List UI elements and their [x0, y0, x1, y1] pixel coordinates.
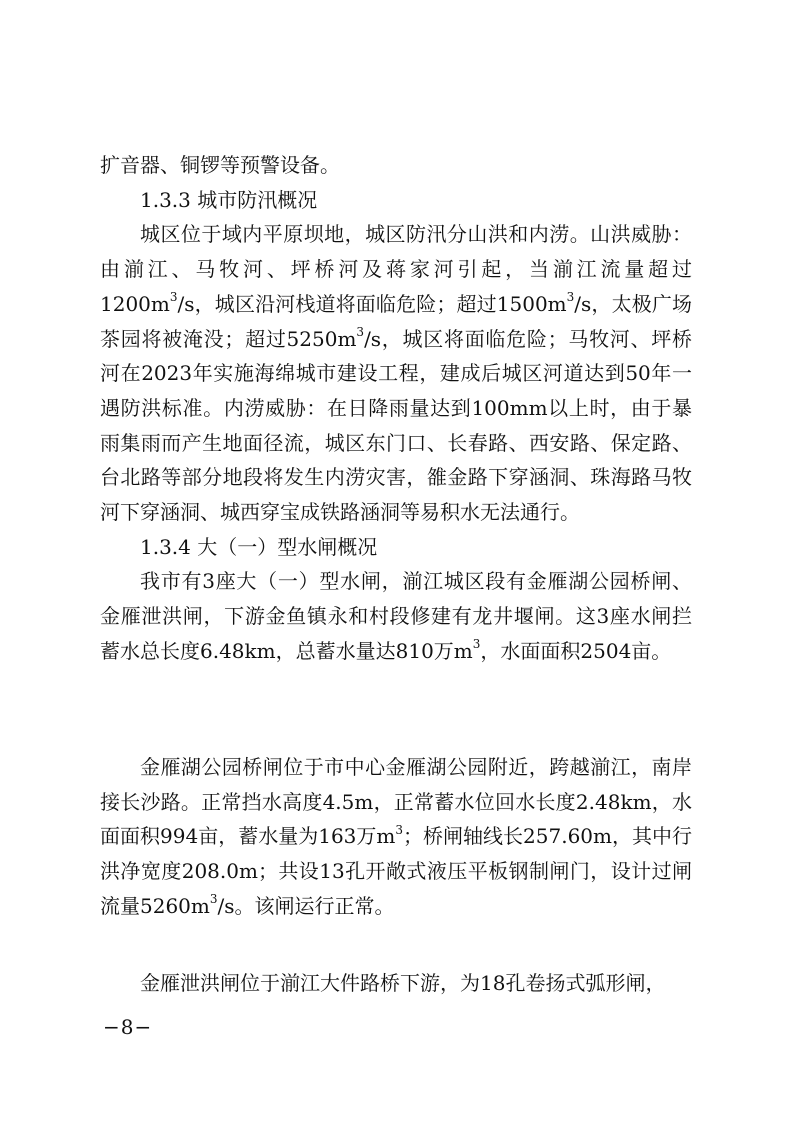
- paragraph-large-sluices: 我市有3座大（一）型水闸，湔江城区段有金雁湖公园桥闸、金雁泄洪闸，下游金鱼镇永和村段修建有龙井堰闸。这3座水闸拦蓄水总长度6.48km，总蓄水量达810万$m^3$，水面面积2504亩。: [100, 569, 692, 663]
- paragraph-jinyan-lake-sluice: 金雁湖公园桥闸位于市中心金雁湖公园附近，跨越湔江，南岸接长沙路。正常挡水高度4.5m，正常蓄水位回水长度2.48km，水面面积994亩，蓄水量为163万$m^3$；桥闸轴线长257.60m，其中行洪净宽度208.0m；共设13孔开敞式液压平板钢制闸门，设计过闸流量$5260m^3/s$。该闸运行正常。: [100, 755, 693, 918]
- text-block-last: [100, 966, 692, 1001]
- text-block-bottom: [100, 750, 692, 924]
- paragraph-jinyan-flood-gate: 金雁泄洪闸位于湔江大件路桥下游，为18孔卷扬式弧形闸，: [140, 971, 666, 995]
- text-block-top: [100, 148, 692, 669]
- section-heading-1-3-3: 1.3.3 城市防汛概况: [140, 187, 318, 212]
- paragraph-continuation: 扩音器、铜锣等预警设备。: [100, 153, 340, 177]
- page-number: −8−: [103, 1015, 153, 1039]
- section-heading-1-3-4: 1.3.4 大（一）型水闸概况: [140, 534, 378, 559]
- paragraph-city-flood-control: 城区位于域内平原坝地，城区防汛分山洪和内涝。山洪威胁：由湔江、马牧河、坪桥河及蒋家河引起，当湔江流量超过$1200m^3/s$，城区沿河栈道将面临危险；超过$1500m^3/s$，太极广场茶园将被淹没；超过$5250m^3/s$，城区将面临危险；马牧河、坪桥河在2023年实施海绵城市建设工程，建成后城区河道达到50年一遇防洪标准。内涝威胁：在日降雨量达到100mm以上时，由于暴雨集雨而产生地面径流，城区东门口、长春路、西安路、保定路、台北路等部分地段将发生内涝灾害，雒金路下穿涵洞、珠海路马牧河下穿涵洞、城西穿宝成铁路涵洞等易积水无法通行。: [100, 222, 692, 525]
